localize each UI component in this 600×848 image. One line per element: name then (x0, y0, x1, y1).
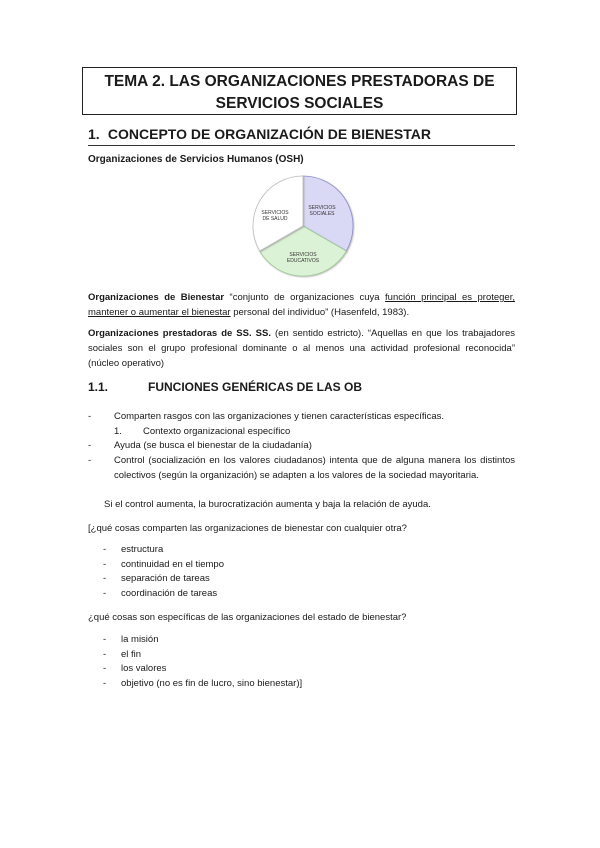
section-1-number: 1. (88, 126, 100, 142)
list-item-numbered (88, 425, 515, 440)
para1-text-b: personal del individuo” (Hasenfeld, 1983). (230, 307, 410, 318)
label-salud-2: DE SALUD (262, 216, 288, 222)
list-item (103, 648, 302, 663)
list-dash: - (88, 411, 92, 422)
label-sociales-2: SOCIALES (309, 211, 335, 217)
title-line-1: TEMA 2. LAS ORGANIZACIONES PRESTADORAS DE (104, 73, 495, 90)
list-dash: - (103, 663, 107, 675)
para1-text-a: “conjunto de organizaciones cuya (224, 292, 386, 303)
osh-cycle-diagram (248, 172, 358, 280)
question-especificas: ¿qué cosas son específicas de las organizaciones del estado de bienestar? (88, 612, 407, 623)
list-item-text: los valores (121, 663, 167, 675)
list-item-text: estructura (121, 544, 164, 555)
list-item (103, 662, 302, 677)
list-item (103, 633, 302, 648)
label-sociales-1: SERVICIOS (308, 205, 336, 211)
section-1-heading (88, 124, 515, 146)
para2-text: (en sentido estricto). “Aquellas en que los trabajadores sociales son el grupo profesional dominante o al menos una actividad profesional reconocida” (núcleo operativo) (88, 328, 515, 369)
list-item (103, 543, 224, 558)
especificas-list (103, 633, 302, 692)
list-dash: - (103, 573, 107, 585)
list-item (88, 439, 515, 454)
section-1-1-number: 1.1. (88, 380, 109, 394)
list-item (103, 558, 224, 573)
list-dash: - (88, 440, 92, 452)
section-1-title: CONCEPTO DE ORGANIZACIÓN DE BIENESTAR (107, 126, 431, 142)
term-organizaciones-prestadoras: Organizaciones prestadoras de SS. SS. (88, 328, 271, 339)
list-dash: - (103, 544, 107, 555)
list-item-text: Control (socialización en los valores ciudadanos) intenta que de alguna manera los distintos colectivos (según la organización) se adapten a los valores de la sociedad mayoritaria. (114, 455, 515, 481)
label-educativos-2: EDUCATIVOS (286, 258, 320, 264)
list-dash: - (103, 588, 107, 600)
document-title (82, 67, 517, 115)
comparten-list (103, 543, 224, 602)
list-item (103, 587, 224, 602)
list-item-text: Comparten rasgos con las organizaciones y tienen características específicas. (114, 411, 445, 422)
question-comparten: [¿qué cosas comparten las organizaciones de bienestar con cualquier otra? (88, 523, 407, 534)
label-educativos-1: SERVICIOS (289, 252, 317, 258)
term-organizaciones-bienestar: Organizaciones de Bienestar (88, 292, 225, 303)
list-item (103, 572, 224, 587)
list-dash: - (103, 558, 107, 570)
list-dash: - (103, 634, 107, 645)
section-1-1-heading (88, 379, 362, 395)
label-salud-1: SERVICIOS (261, 210, 289, 216)
osh-subheading: Organizaciones de Servicios Humanos (OSH) (88, 154, 304, 165)
functions-list (88, 410, 515, 484)
para1-underlined: función principal es proteger, mantener o aumentar el bienestar (88, 292, 515, 318)
list-number: 1. (114, 425, 122, 437)
list-item (103, 677, 302, 692)
title-line-2: SERVICIOS SOCIALES (215, 95, 384, 112)
control-note: Si el control aumenta, la burocratización aumenta y baja la relación de ayuda. (104, 499, 431, 510)
list-item-text: objetivo (no es fin de lucro, sino bienestar)] (121, 678, 303, 690)
definition-organizaciones-prestadoras (88, 326, 515, 371)
definition-organizaciones-bienestar (88, 290, 515, 320)
list-item-text: Ayuda (se busca el bienestar de la ciudadanía) (114, 440, 312, 452)
list-item-text: Contexto organizacional específico (143, 425, 291, 437)
list-dash: - (103, 678, 107, 690)
list-item-text: separación de tareas (121, 573, 210, 585)
list-item-text: la misión (121, 634, 159, 645)
list-item-text: coordinación de tareas (121, 588, 218, 600)
list-item-text: continuidad en el tiempo (121, 558, 224, 570)
list-item (88, 410, 515, 425)
list-item (88, 454, 515, 483)
list-dash: - (88, 455, 92, 467)
list-dash: - (103, 648, 107, 660)
list-item-text: el fin (121, 648, 142, 660)
section-1-1-title: FUNCIONES GENÉRICAS DE LAS OB (148, 380, 363, 394)
